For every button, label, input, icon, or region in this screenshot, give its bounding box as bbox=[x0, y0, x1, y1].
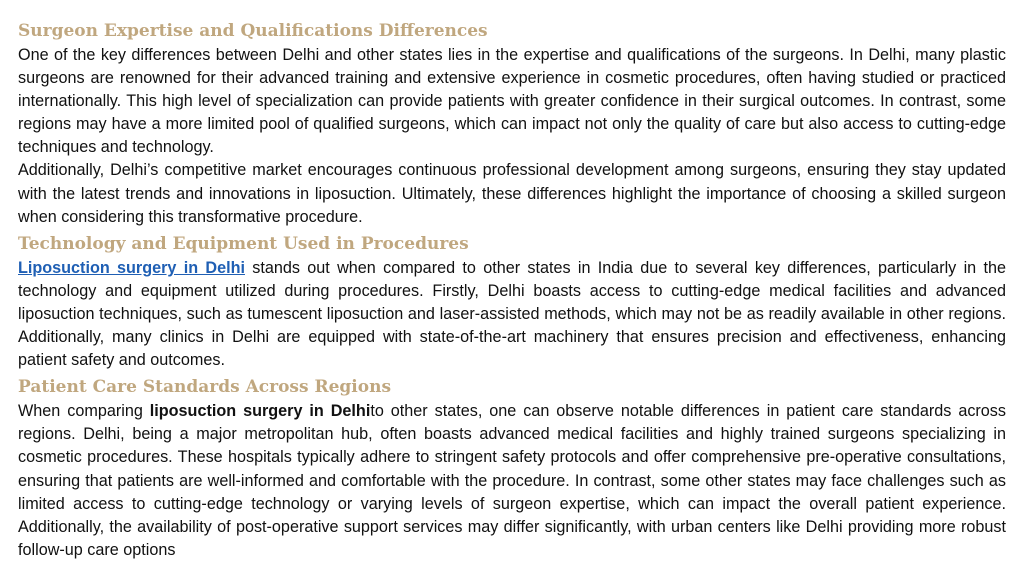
paragraph-patient-care-start: When comparing bbox=[18, 402, 150, 421]
paragraph-technology-equipment bbox=[18, 257, 1006, 372]
paragraph-patient-care bbox=[18, 400, 1006, 562]
heading-technology-equipment: Technology and Equipment Used in Procedures bbox=[18, 233, 469, 254]
bold-liposuction-delhi: liposuction surgery in Delhi bbox=[149, 402, 371, 421]
paragraph-competitive-market: Additionally, Delhi’s competitive market encourages continuous professional development among surgeons, ensuring they stay updated with the latest trends and innovations in liposuction. Ultimately, these differences highlight the importance of choosing a skilled surgeon when considering this transformative procedure. bbox=[18, 161, 1006, 226]
paragraph-technology-text: stands out when compared to other states in India due to several key differences, particularly in the technology and equipment utilized during procedures. Firstly, Delhi boasts access to cutting-edge medical facilities and advanced liposuction techniques, such as tumescent liposuction and laser-assisted methods, which may not be as readily available in other regions. Additionally, many clinics in Delhi are equipped with state-of-the-art machinery that ensures precision and effectiveness, enhancing patient safety and outcomes. bbox=[18, 258, 1006, 370]
liposuction-delhi-link[interactable]: Liposuction surgery in Delhi bbox=[18, 258, 245, 277]
paragraph-surgeon-expertise: One of the key differences between Delhi and other states lies in the expertise and qualifications of the surgeons. In Delhi, many plastic surgeons are renowned for their advanced training and extensive experience in cosmetic procedures, often having studied or practiced internationally. This high level of specialization can provide patients with greater confidence in their surgical outcomes. In contrast, some regions may have a more limited pool of qualified surgeons, which can impact not only the quality of care but also access to cutting-edge techniques and technology. bbox=[18, 46, 1006, 157]
heading-surgeon-expertise: Surgeon Expertise and Qualifications Differences bbox=[18, 21, 488, 41]
heading-patient-care: Patient Care Standards Across Regions bbox=[18, 377, 392, 398]
paragraph-patient-care-text: to other states, one can observe notable differences in patient care standards across regions. Delhi, being a major metropolitan hub, often boasts advanced medical facilities and highly trained surgeons specializing in cosmetic procedures. These hospitals typically adhere to stringent safety protocols and offer comprehensive pre-operative consultations, ensuring that patients are well-informed and comfortable with the procedure. In contrast, some other states may face challenges such as limited access to cutting-edge technology or varying levels of surgeon expertise, which can impact the overall patient experience. Additionally, the availability of post-operative support services may differ significantly, with urban centers like Delhi providing more robust follow-up care options bbox=[18, 402, 1006, 559]
